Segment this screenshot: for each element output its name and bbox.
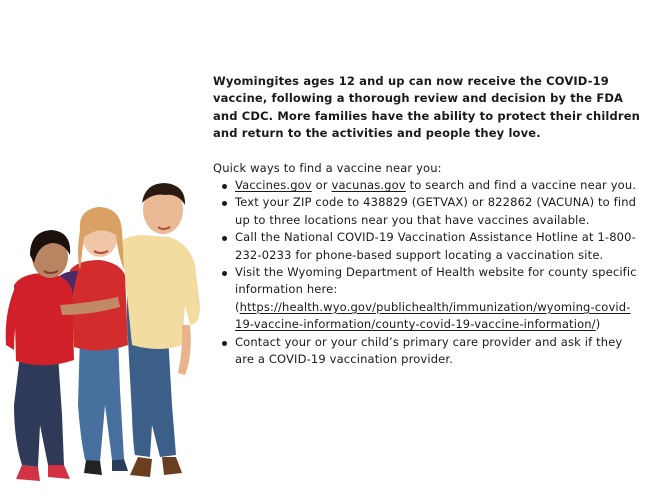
vaccine-info-text <box>213 73 645 369</box>
list-item <box>235 229 645 264</box>
item4-prefix: Visit the Wyoming Department of Health website for county specific information here: ( <box>235 265 637 314</box>
list-item <box>235 334 645 369</box>
teen-boy-figure <box>122 183 200 477</box>
list-item <box>235 177 645 194</box>
or-text: or <box>311 178 332 193</box>
item5-text: Contact your or your child’s primary care provider and ask if they are a COVID-19 vaccination provider. <box>235 334 623 367</box>
list-item <box>235 264 645 334</box>
teens-group-photo <box>0 175 225 500</box>
item4-suffix: ) <box>595 317 601 332</box>
vaccines-gov-link[interactable]: Vaccines.gov <box>235 178 312 193</box>
item2-text: Text your ZIP code to 438829 (GETVAX) or 822862 (VACUNA) to find up to three locations near you that have vaccines available. <box>235 195 637 227</box>
item3-text: Call the National COVID-19 Vaccination Assistance Hotline at 1-800-232-0233 for phone-based support locating a vaccination site. <box>235 230 636 262</box>
vacunas-gov-link[interactable]: vacunas.gov <box>331 178 406 193</box>
lead-paragraph: Wyomingites ages 12 and up can now receive the COVID-19 vaccine, following a thorough review and decision by the FDA and CDC. More families have the ability to protect their children and return to the activities and people they love. <box>213 74 641 141</box>
list-item <box>235 194 645 229</box>
item1-text: to search and find a vaccine near you. <box>405 178 637 193</box>
vaccine-ways-list <box>213 177 645 368</box>
intro-line: Quick ways to find a vaccine near you: <box>213 160 442 175</box>
health-wyo-link[interactable]: https://health.wyo.gov/publichealth/immunization/wyoming-covid-19-vaccine-information/county-covid-19-vaccine-information/ <box>235 299 631 332</box>
